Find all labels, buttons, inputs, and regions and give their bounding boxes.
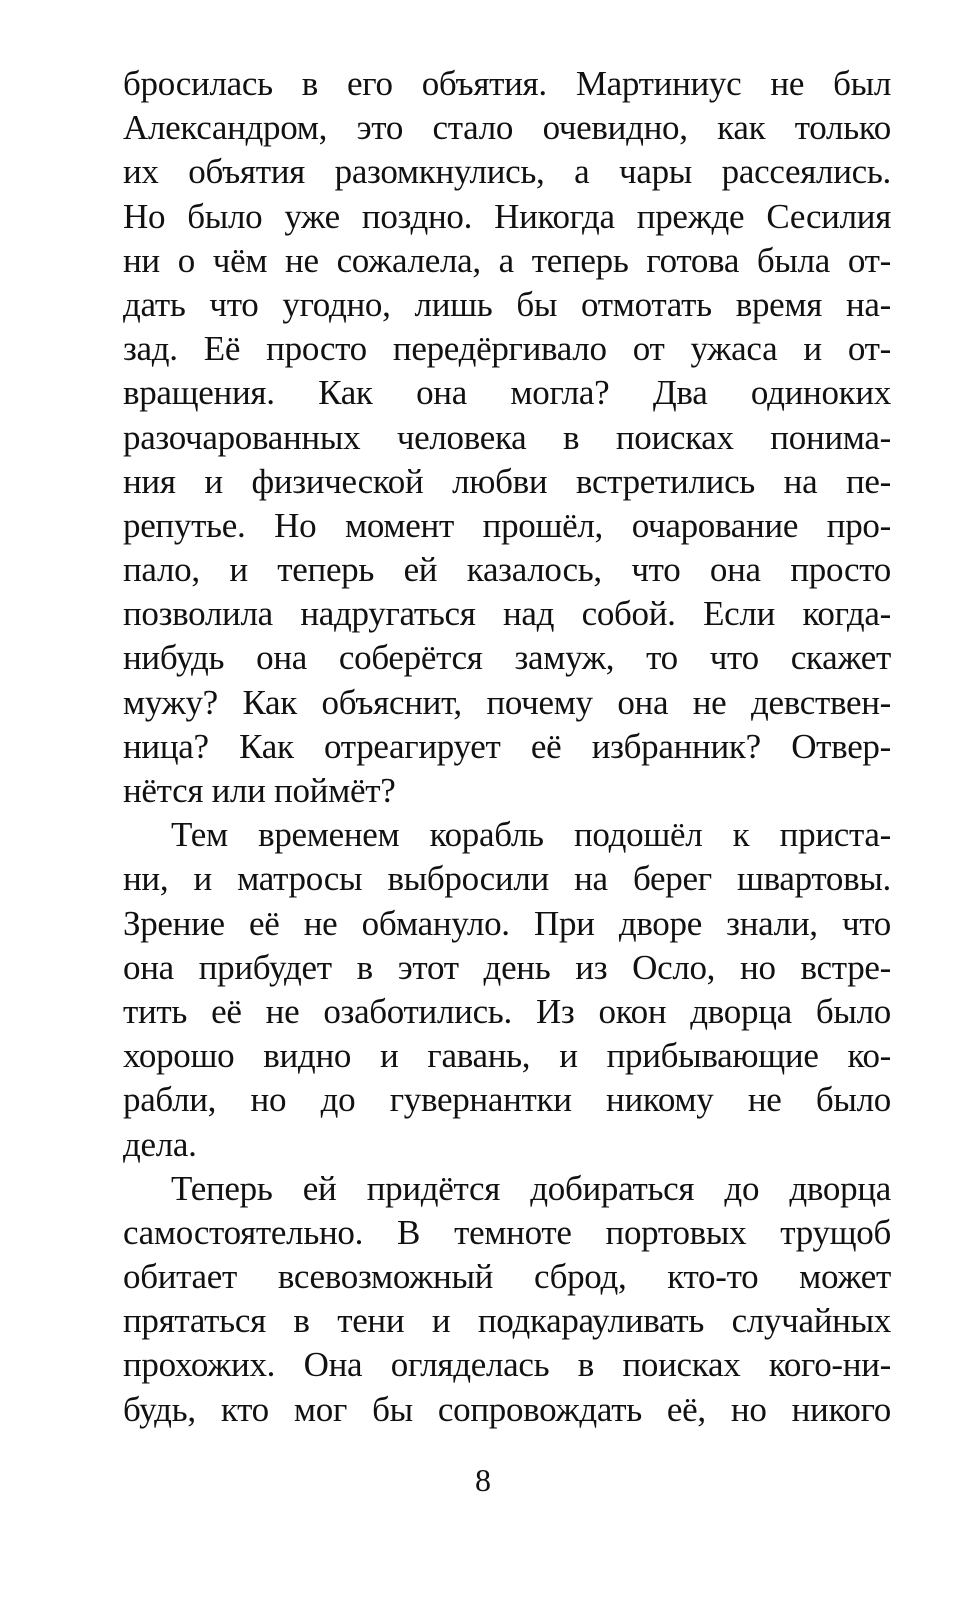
text-line: дать что угодно, лишь бы отмотать время на- [123, 284, 891, 324]
text-line: Но было уже поздно. Никогда прежде Сесилия [123, 196, 891, 236]
text-line: позволила надругаться над собой. Если когда- [123, 594, 891, 634]
text-line: хорошо видно и гавань, и прибывающие ко- [123, 1036, 891, 1076]
paragraph-first-line: Тем временем корабль подошёл к приста- [171, 815, 891, 855]
text-line: бросилась в его объятия. Мартиниус не был [123, 64, 891, 103]
paragraph-first-line: Теперь ей придётся добираться до дворца [171, 1168, 891, 1208]
text-line: ни о чём не сожалела, а теперь готова была от- [123, 240, 891, 280]
text-line: тить её не озаботились. Из окон дворца было [123, 991, 891, 1031]
text-line: репутье. Но момент прошёл, очарование про- [123, 505, 891, 545]
text-line: самостоятельно. В темноте портовых трущоб [123, 1212, 891, 1252]
text-line: прохожих. Она огляделась в поисках кого-ни- [123, 1345, 891, 1385]
text-line: ница? Как отреагирует её избранник? Отвер- [123, 726, 891, 766]
text-line: их объятия разомкнулись, а чары рассеялись. [123, 152, 891, 192]
text-line: зад. Её просто передёргивало от ужаса и от- [123, 329, 891, 369]
page-number: 8 [475, 1462, 491, 1498]
body-text [123, 62, 891, 1432]
text-line: Зрение её не обмануло. При дворе знали, что [123, 903, 891, 943]
text-line: обитает всевозможный сброд, кто-то может [123, 1257, 891, 1297]
paragraph-last-line: дела. [123, 1124, 197, 1164]
text-line: рабли, но до гувернантки никому не было [123, 1080, 891, 1120]
text-line: она прибудет в этот день из Осло, но встре- [123, 947, 891, 987]
text-line: будь, кто мог бы сопровождать её, но никого [123, 1389, 891, 1429]
text-line: разочарованных человека в поисках понима- [123, 417, 891, 457]
text-line: вращения. Как она могла? Два одиноких [123, 373, 891, 413]
text-line: нибудь она соберётся замуж, то что скажет [123, 638, 891, 678]
text-line: Александром, это стало очевидно, как только [123, 108, 891, 148]
paragraph-last-line: нётся или поймёт? [123, 771, 396, 810]
text-line: мужу? Как объяснит, почему она не девствен- [123, 682, 891, 722]
text-line: прятаться в тени и подкарауливать случайных [123, 1301, 891, 1341]
text-line: ни, и матросы выбросили на берег швартовы. [123, 859, 891, 899]
text-line: пало, и теперь ей казалось, что она просто [123, 550, 891, 590]
text-line: ния и физической любви встретились на пе- [123, 461, 891, 501]
